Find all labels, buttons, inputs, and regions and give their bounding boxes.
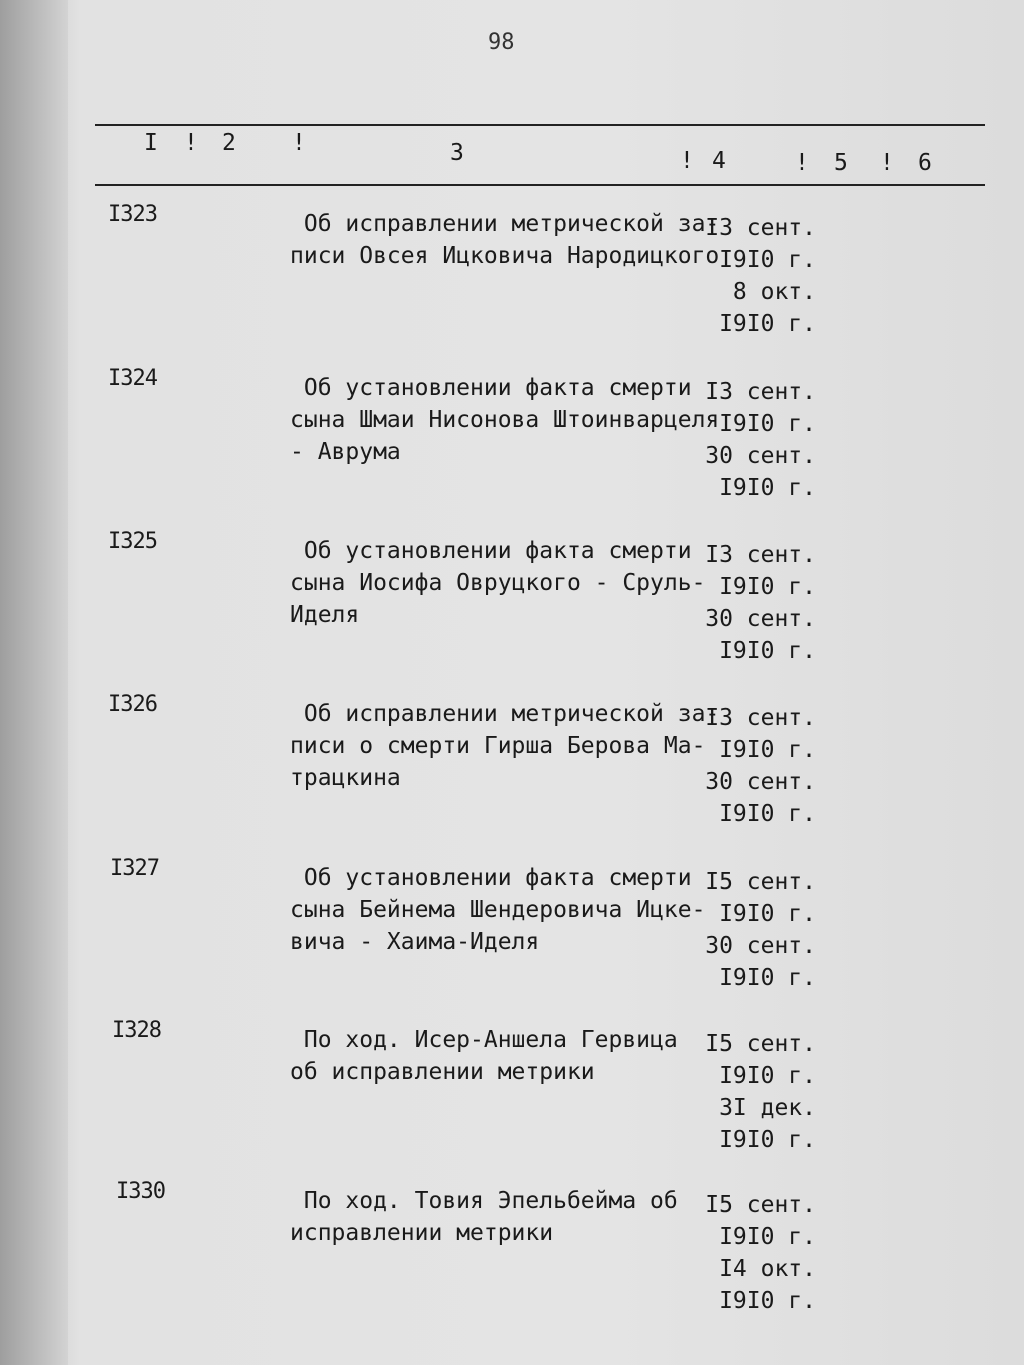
description-line: сына Бейнема Шендеровича Ицке-	[290, 897, 706, 923]
entry-dates	[696, 212, 816, 340]
date-day-month: 30 сент.	[705, 933, 816, 959]
date-day-month: I3 сент.	[705, 705, 816, 731]
page-number: 98	[488, 30, 515, 55]
entry-description	[290, 1024, 710, 1088]
date-day-month: I5 сент.	[705, 1192, 816, 1218]
date-day-month: I5 сент.	[705, 869, 816, 895]
description-line: По ход. Исер-Аншела Гервица	[290, 1027, 678, 1053]
entry-dates	[696, 1189, 816, 1317]
column-number: 5	[834, 150, 848, 176]
column-separator: !	[680, 148, 694, 174]
entry-description	[290, 372, 720, 468]
entry-number: I324	[108, 366, 157, 391]
description-line: Об установлении факта смерти	[290, 865, 692, 891]
description-line: Иделя	[290, 602, 360, 628]
date-year: I9I0 г.	[719, 1288, 816, 1314]
column-separator: !	[184, 130, 198, 156]
description-line: По ход. Товия Эпельбейма об	[290, 1188, 678, 1214]
entry-description	[290, 535, 710, 631]
entry-description	[290, 698, 720, 794]
date-year: I9I0 г.	[719, 737, 816, 763]
description-line: - Аврума	[290, 439, 401, 465]
date-day-month: I5 сент.	[705, 1031, 816, 1057]
book-spine-shadow	[0, 0, 68, 1365]
column-number: 6	[918, 150, 932, 176]
entry-dates	[696, 702, 816, 830]
date-year: I9I0 г.	[719, 801, 816, 827]
entry-description	[290, 862, 710, 958]
date-day-month: I4 окт.	[719, 1256, 816, 1282]
date-day-month: I3 сент.	[705, 215, 816, 241]
entry-number: I323	[108, 202, 157, 227]
entry-dates	[696, 1028, 816, 1156]
date-day-month: 30 сент.	[705, 606, 816, 632]
column-number: I	[144, 130, 158, 156]
description-line: об исправлении метрики	[290, 1059, 595, 1085]
date-year: I9I0 г.	[719, 1224, 816, 1250]
entry-description	[290, 208, 720, 272]
description-line: Об установлении факта смерти	[290, 538, 692, 564]
date-year: I9I0 г.	[719, 1127, 816, 1153]
date-year: I9I0 г.	[719, 1063, 816, 1089]
column-separator: !	[880, 150, 894, 176]
date-year: I9I0 г.	[719, 475, 816, 501]
description-line: трацкина	[290, 765, 401, 791]
date-day-month: 3I дек.	[719, 1095, 816, 1121]
date-year: I9I0 г.	[719, 247, 816, 273]
entry-dates	[696, 376, 816, 504]
date-day-month: I3 сент.	[705, 542, 816, 568]
entry-dates	[696, 866, 816, 994]
date-year: I9I0 г.	[719, 901, 816, 927]
date-year: I9I0 г.	[719, 638, 816, 664]
entry-number: I327	[110, 856, 159, 881]
description-line: исправлении метрики	[290, 1220, 554, 1246]
entry-number: I325	[108, 529, 157, 554]
description-line: сына Иосифа Овруцкого - Сруль-	[290, 570, 706, 596]
date-year: I9I0 г.	[719, 411, 816, 437]
description-line: Об установлении факта смерти	[290, 375, 692, 401]
column-separator: !	[795, 150, 809, 176]
description-line: писи Овсея Ицковича Народицкого	[290, 243, 720, 269]
entry-number: I330	[116, 1179, 165, 1204]
column-number: 2	[222, 130, 236, 156]
column-separator: !	[292, 130, 306, 156]
date-year: I9I0 г.	[719, 965, 816, 991]
header-rule-top	[95, 124, 985, 126]
date-day-month: 30 сент.	[705, 769, 816, 795]
header-rule-bottom	[95, 184, 985, 186]
date-day-month: I3 сент.	[705, 379, 816, 405]
column-number: 3	[450, 140, 464, 166]
description-line: Об исправлении метрической за-	[290, 211, 720, 237]
description-line: сына Шмаи Нисонова Штоинварцеля	[290, 407, 720, 433]
entry-number: I326	[108, 692, 157, 717]
date-day-month: 8 окт.	[732, 279, 816, 305]
entry-number: I328	[112, 1018, 161, 1043]
description-line: вича - Хаима-Иделя	[290, 929, 540, 955]
description-line: писи о смерти Гирша Берова Ма-	[290, 733, 706, 759]
date-year: I9I0 г.	[719, 574, 816, 600]
date-year: I9I0 г.	[719, 311, 816, 337]
date-day-month: 30 сент.	[705, 443, 816, 469]
entry-description	[290, 1185, 710, 1249]
description-line: Об исправлении метрической за-	[290, 701, 720, 727]
entry-dates	[696, 539, 816, 667]
column-number: 4	[712, 148, 726, 174]
